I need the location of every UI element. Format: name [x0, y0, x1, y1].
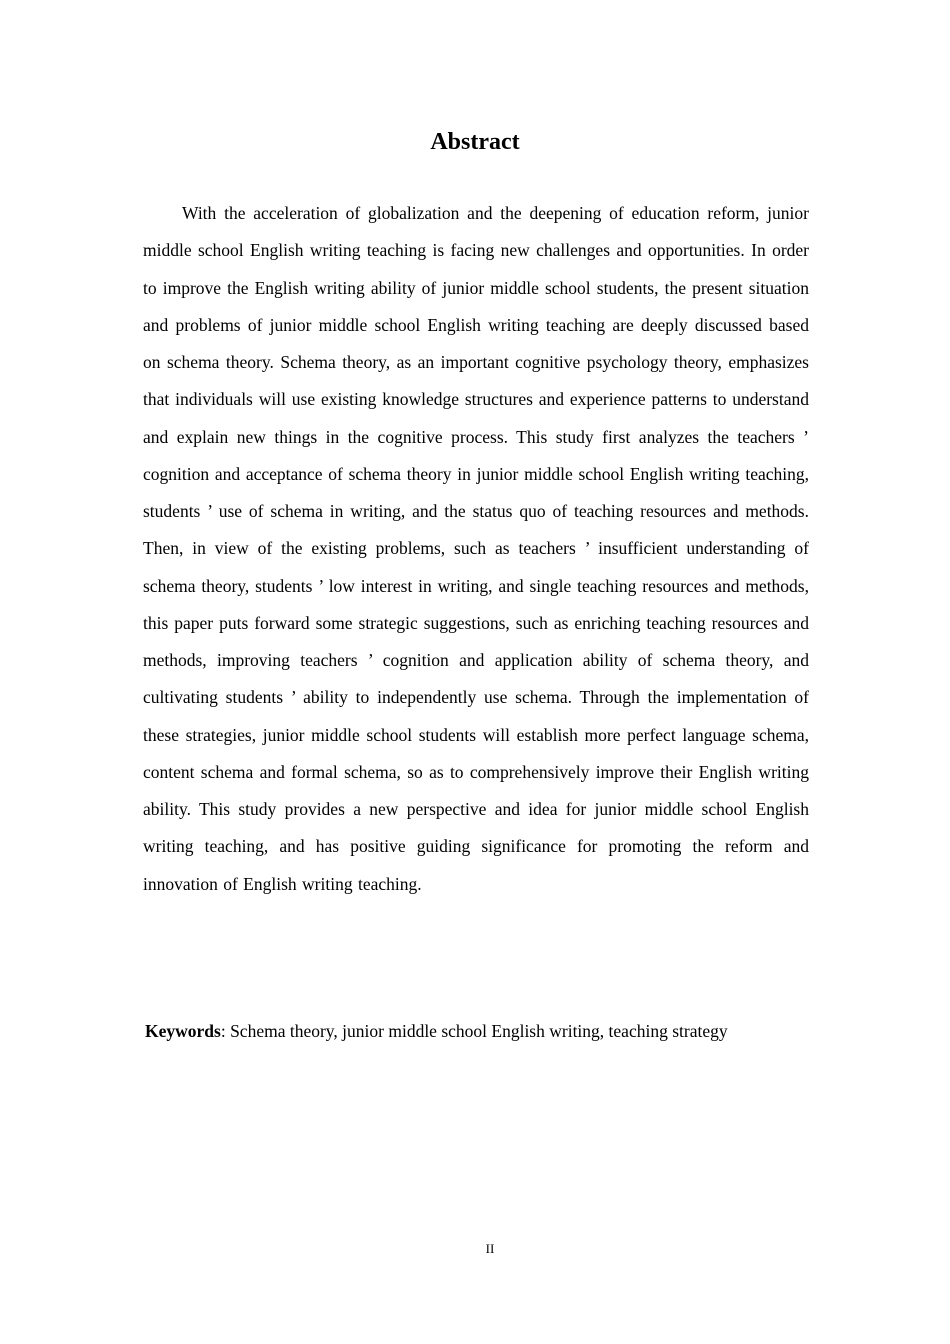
keywords-separator: : — [220, 1021, 231, 1041]
page-title: Abstract — [430, 129, 520, 155]
keywords-text: Schema theory, junior middle school English writing, teaching strategy — [230, 1021, 728, 1041]
keywords-label: Keywords — [145, 1021, 221, 1041]
keywords-line — [145, 1017, 845, 1045]
page-number: II — [485, 1241, 495, 1256]
abstract-paragraph: With the acceleration of globalization and the deepening of education reform, junior middle school English writing teaching is facing new challenges and opportunities. In order to improve the English writing ability of junior middle school students, the present situation and problems of junior middle school English writing teaching are deeply discussed based on schema theory. Schema theory, as an important cognitive psychology theory, emphasizes that individuals will use existing knowledge structures and experience patterns to understand and explain new things in the cognitive process. This study first analyzes the teachers ’ cognition and acceptance of schema theory in junior middle school English writing teaching, students ’ use of schema in writing, and the status quo of teaching resources and methods. Then, in view of the existing problems, such as teachers ’ insufficient understanding of schema theory, students ’ low interest in writing, and single teaching resources and methods, this paper puts forward some strategic suggestions, such as enriching teaching resources and methods, improving teachers ’ cognition and application ability of schema theory, and cultivating students ’ ability to independently use schema. Through the implementation of these strategies, junior middle school students will establish more perfect language schema, content schema and formal schema, so as to comprehensively improve their English writing ability. This study provides a new perspective and idea for junior middle school English writing teaching, and has positive guiding significance for promoting the reform and innovation of English writing teaching. — [143, 203, 809, 894]
